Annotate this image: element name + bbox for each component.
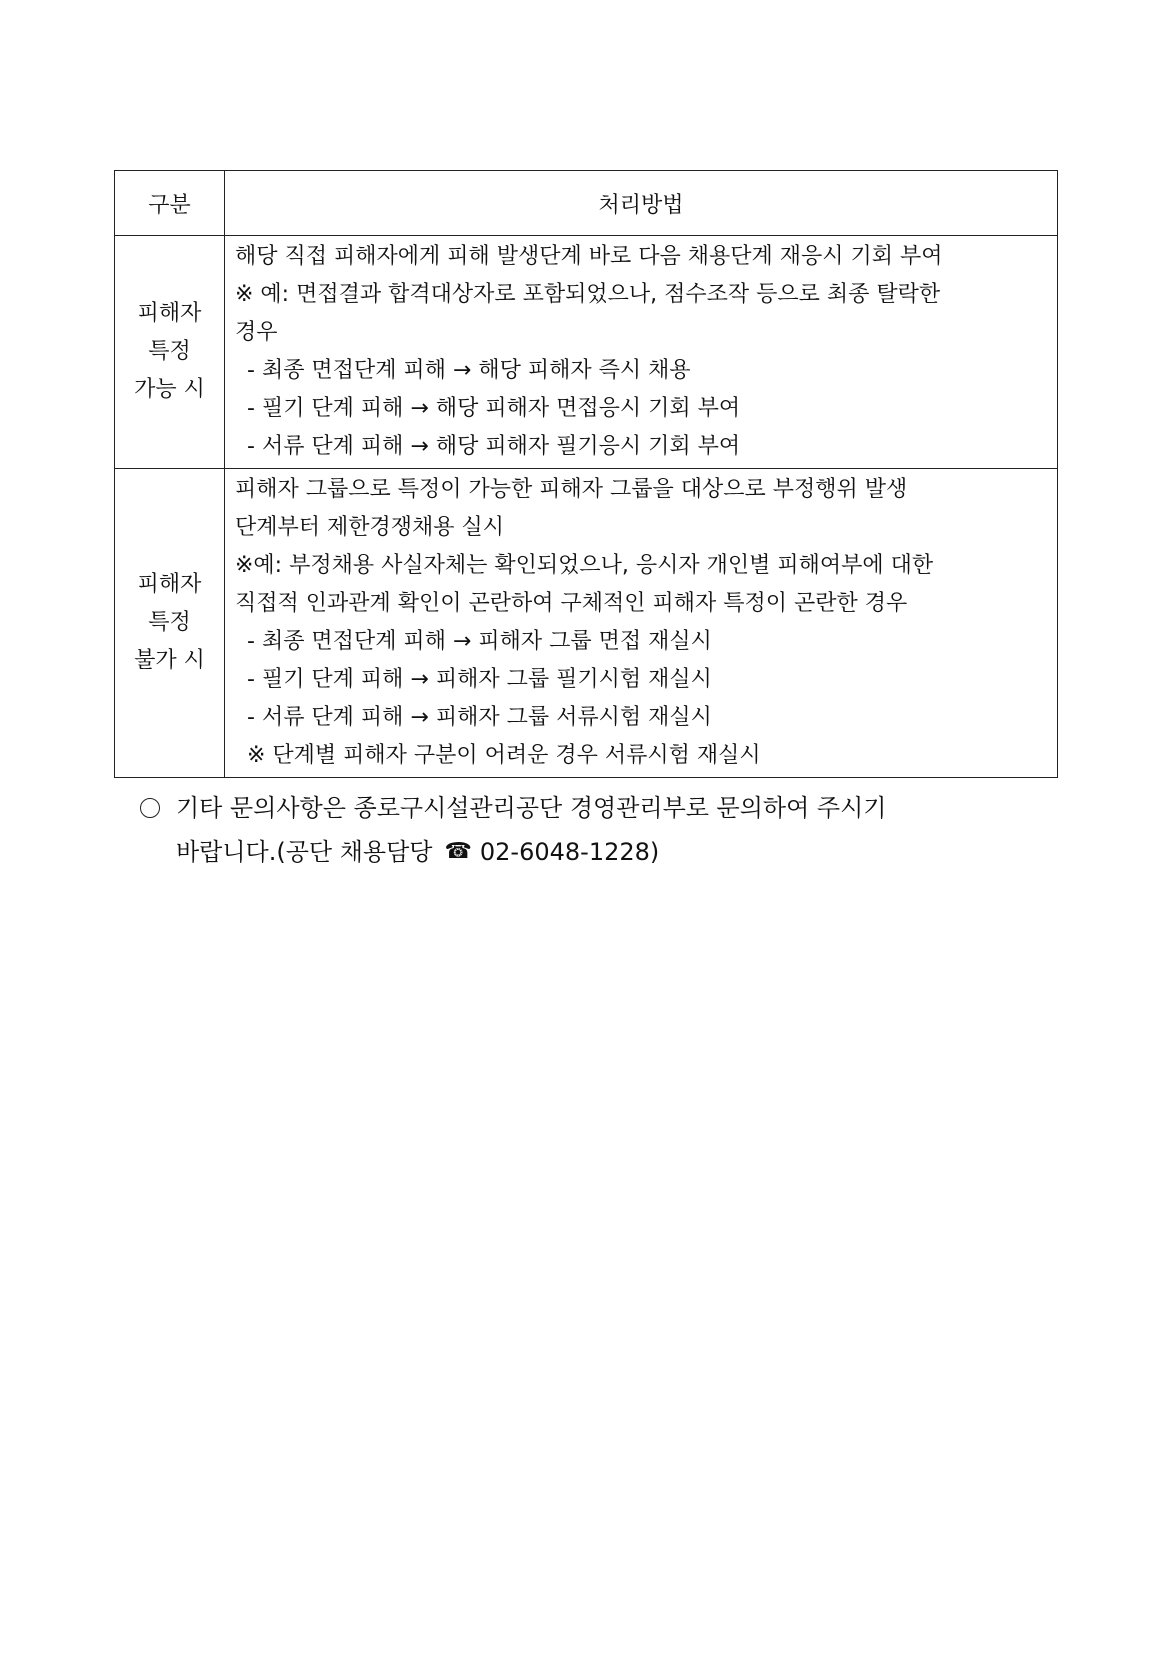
method-cell: [225, 469, 1058, 778]
method-line: 해당 직접 피해자에게 피해 발생단계 바로 다음 채용단계 재응시 기회 부여: [235, 244, 943, 269]
header-category: 구분: [115, 171, 225, 236]
category-line: 불가 시: [134, 648, 205, 673]
method-dash-item: - 최종 면접단계 피해 → 해당 피해자 즉시 채용: [235, 352, 1049, 390]
category-line: 피해자: [137, 572, 202, 597]
method-dash-item: - 최종 면접단계 피해 → 피해자 그룹 면접 재실시: [235, 623, 1049, 661]
category-line: 가능 시: [134, 377, 205, 402]
circle-bullet-icon: [140, 798, 160, 818]
method-dash-item: - 서류 단계 피해 → 해당 피해자 필기응시 기회 부여: [235, 428, 1049, 466]
procedure-table: [114, 170, 1058, 778]
category-line: 특정: [148, 610, 191, 635]
category-cell: [115, 236, 225, 469]
notice-line-2: [136, 830, 1036, 874]
notice-text-2: 바랍니다.(공단 채용담당: [176, 838, 433, 866]
method-line: ※ 예: 면접결과 합격대상자로 포함되었으나, 점수조작 등으로 최종 탈락한: [235, 282, 941, 307]
method-line: 단계부터 제한경쟁채용 실시: [235, 515, 505, 540]
method-dash-item: - 서류 단계 피해 → 피해자 그룹 서류시험 재실시: [235, 699, 1049, 737]
phone-icon: ☎: [444, 839, 472, 864]
method-cell: [225, 236, 1058, 469]
notice-line-1: [136, 786, 1036, 830]
method-dash-item: - 필기 단계 피해 → 해당 피해자 면접응시 기회 부여: [235, 390, 1049, 428]
phone-number: 02-6048-1228): [479, 838, 660, 866]
method-trailing-note: ※ 단계별 피해자 구분이 어려운 경우 서류시험 재실시: [247, 743, 761, 768]
category-cell: [115, 469, 225, 778]
table-row: [115, 236, 1058, 469]
category-line: 특정: [148, 339, 191, 364]
contact-notice: [136, 786, 1036, 874]
method-line: 경우: [235, 320, 278, 345]
method-line: 피해자 그룹으로 특정이 가능한 피해자 그룹을 대상으로 부정행위 발생: [235, 477, 908, 502]
method-line: ※예: 부정채용 사실자체는 확인되었으나, 응시자 개인별 피해여부에 대한: [235, 553, 934, 578]
table-header-row: [115, 171, 1058, 236]
method-dash-item: - 필기 단계 피해 → 피해자 그룹 필기시험 재실시: [235, 661, 1049, 699]
table-row: [115, 469, 1058, 778]
method-line: 직접적 인과관계 확인이 곤란하여 구체적인 피해자 특정이 곤란한 경우: [235, 591, 908, 616]
notice-text-1: 기타 문의사항은 종로구시설관리공단 경영관리부로 문의하여 주시기: [176, 794, 887, 822]
header-method: 처리방법: [225, 171, 1058, 236]
category-line: 피해자: [137, 301, 202, 326]
